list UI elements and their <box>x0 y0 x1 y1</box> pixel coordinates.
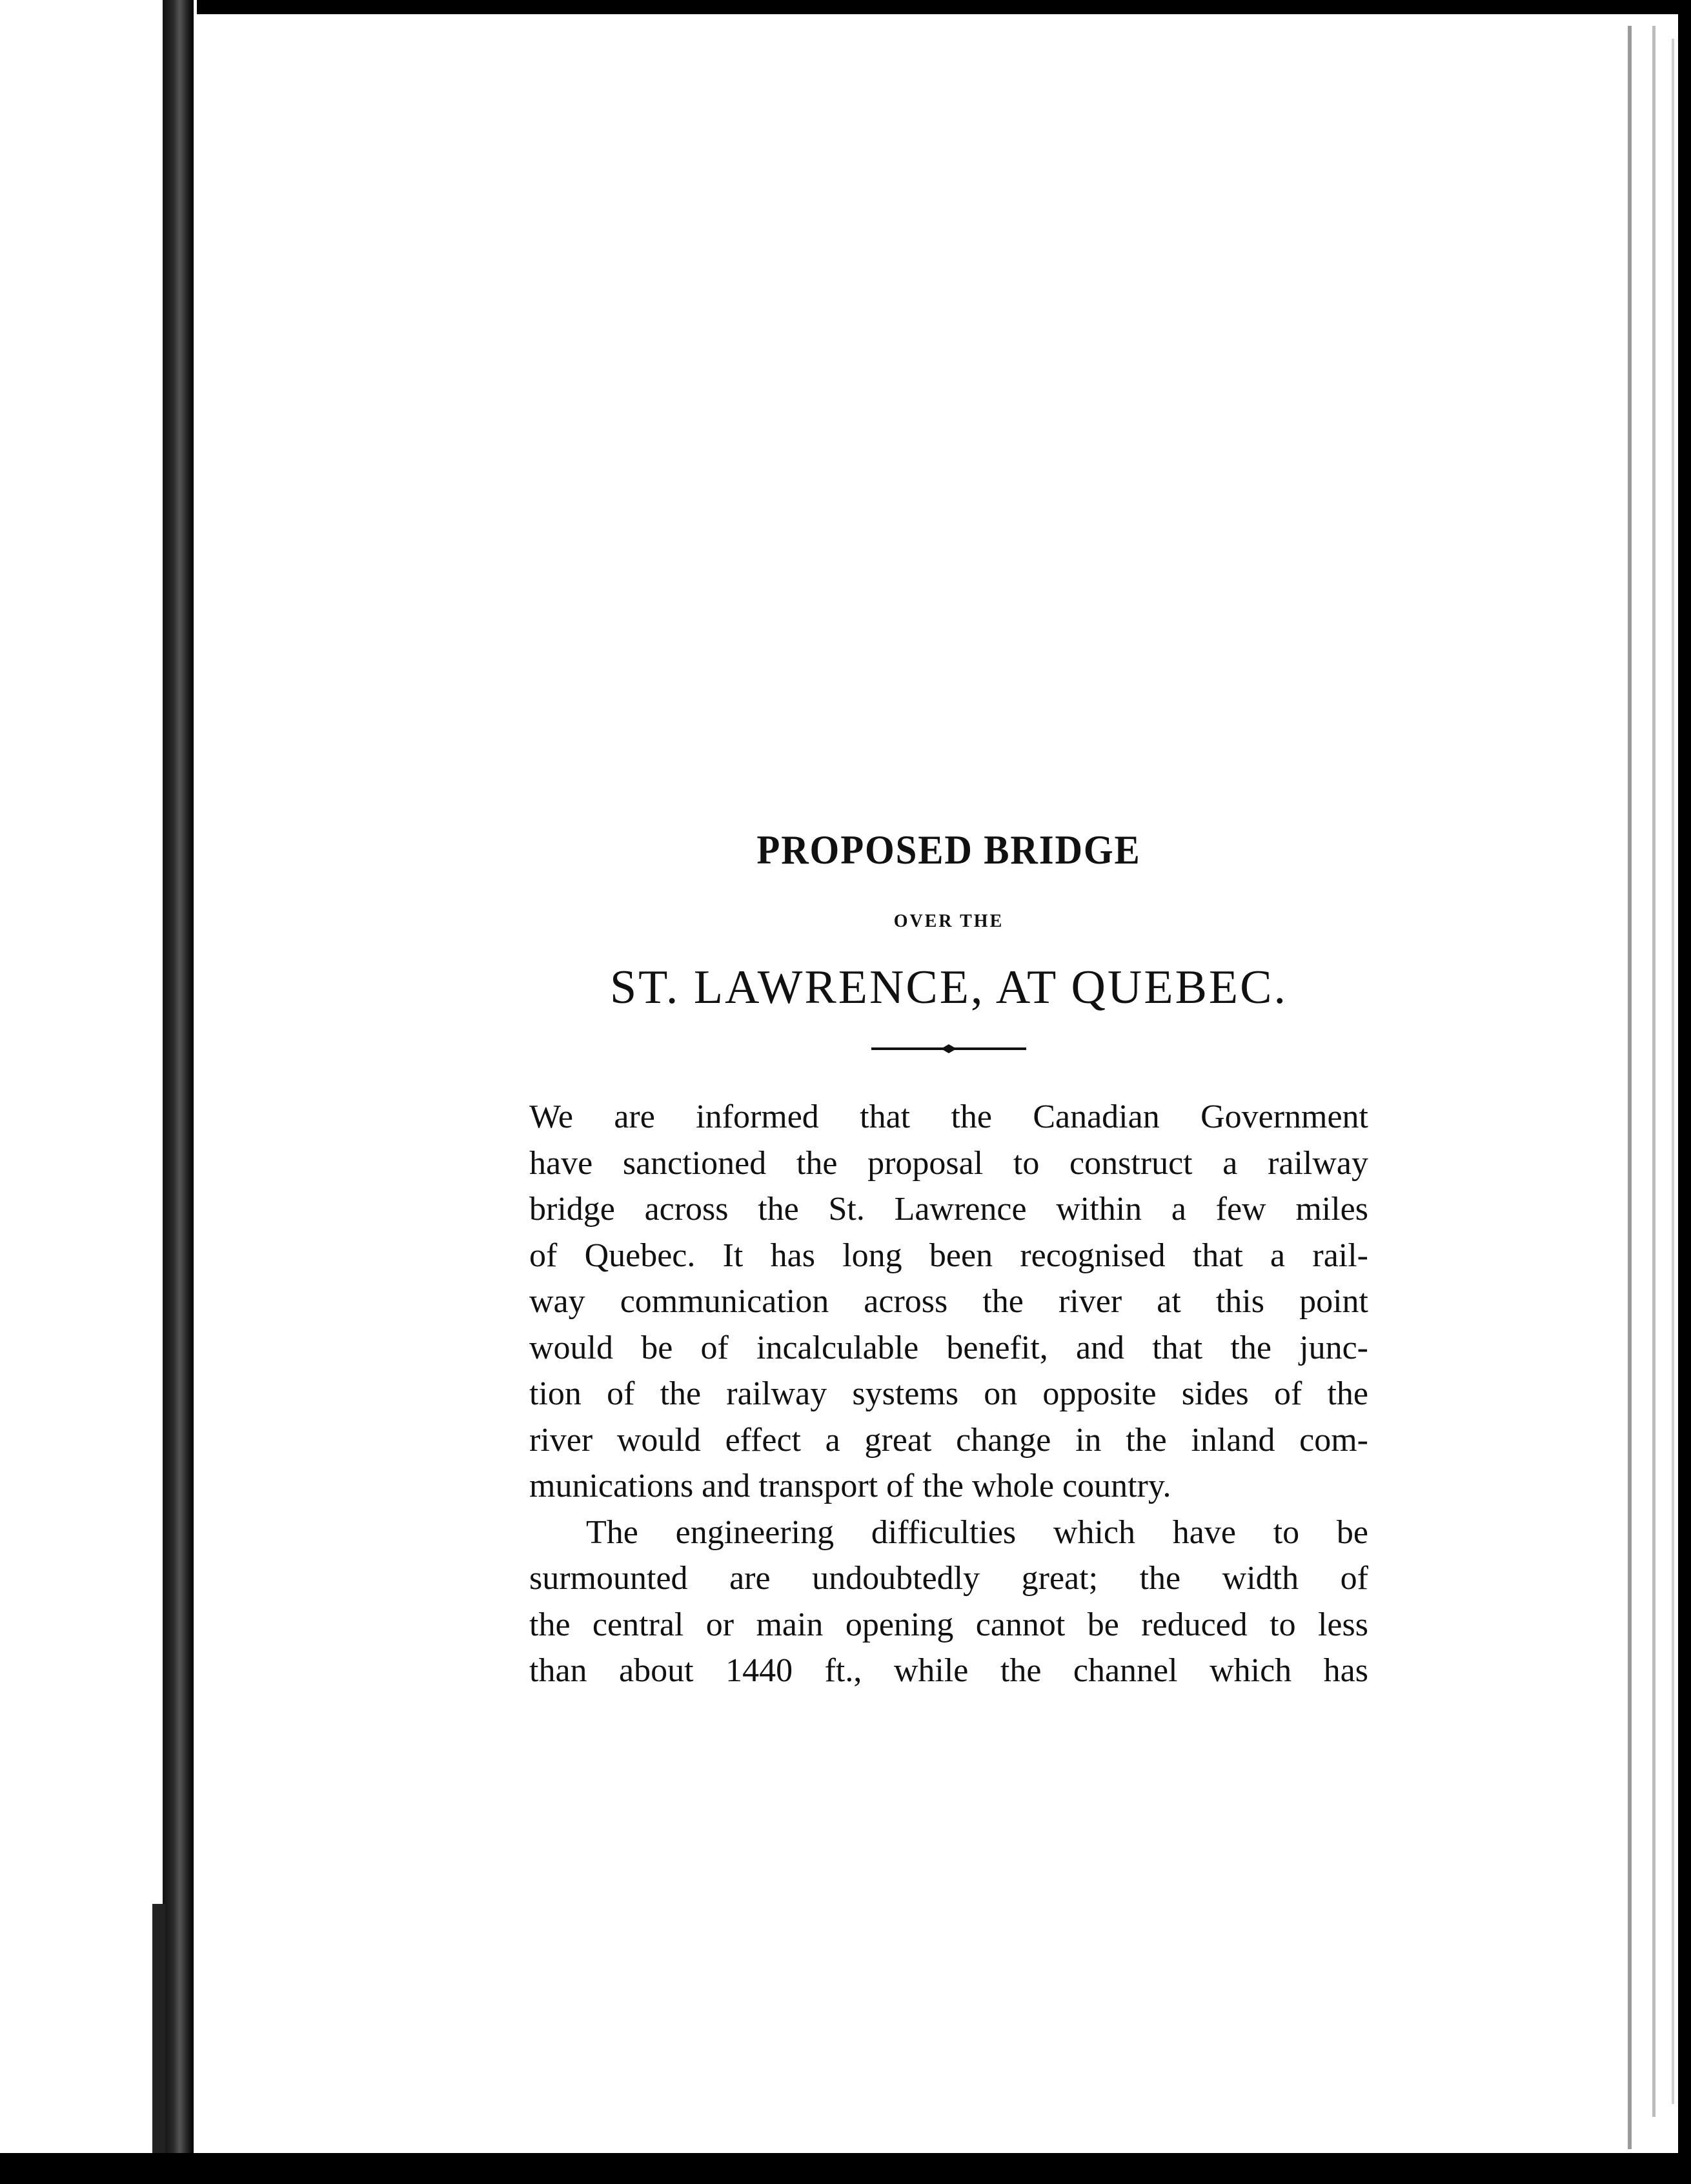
text-line: the central or main opening cannot be reduced to less <box>529 1606 1368 1643</box>
text-line: of Quebec. It has long been recognised that a rail- <box>529 1237 1368 1274</box>
book-binding-edge <box>163 0 194 2184</box>
text-line: than about 1440 ft., while the channel which has <box>529 1652 1368 1689</box>
text-line: We are informed that the Canadian Government <box>529 1098 1368 1135</box>
text-line: tion of the railway systems on opposite sides of the <box>529 1375 1368 1412</box>
article-title-place: ST. LAWRENCE, AT QUEBEC. <box>609 961 1288 1014</box>
text-line: munications and transport of the whole country. <box>529 1468 1171 1504</box>
book-binding-shadow <box>152 1904 165 2184</box>
article-body <box>529 1094 1368 1694</box>
text-line: way communication across the river at this point <box>529 1283 1368 1320</box>
page-edge-line <box>1652 26 1656 2117</box>
scan-border-top <box>0 0 1691 14</box>
document-page <box>529 826 1368 1694</box>
ornament-divider <box>871 1042 1026 1055</box>
text-line: surmounted are undoubtedly great; the width of <box>529 1560 1368 1597</box>
scan-border-bottom <box>0 2153 1691 2184</box>
scan-border-right <box>1678 0 1691 2184</box>
page-edge-line <box>1672 39 1674 2104</box>
text-line: would be of incalculable benefit, and that the junc- <box>529 1329 1368 1366</box>
article-title: PROPOSED BRIDGE <box>756 827 1141 873</box>
text-line: The engineering difficulties which have to be <box>586 1513 1368 1551</box>
paragraph <box>529 1510 1368 1694</box>
text-line: bridge across the St. Lawrence within a few miles <box>529 1191 1368 1228</box>
text-line: river would effect a great change in the inland com- <box>529 1421 1368 1459</box>
paragraph <box>529 1094 1368 1510</box>
article-title-connector: OVER THE <box>893 911 1004 931</box>
page-edge-line <box>1628 26 1632 2149</box>
text-line: have sanctioned the proposal to construct a railway <box>529 1144 1368 1182</box>
